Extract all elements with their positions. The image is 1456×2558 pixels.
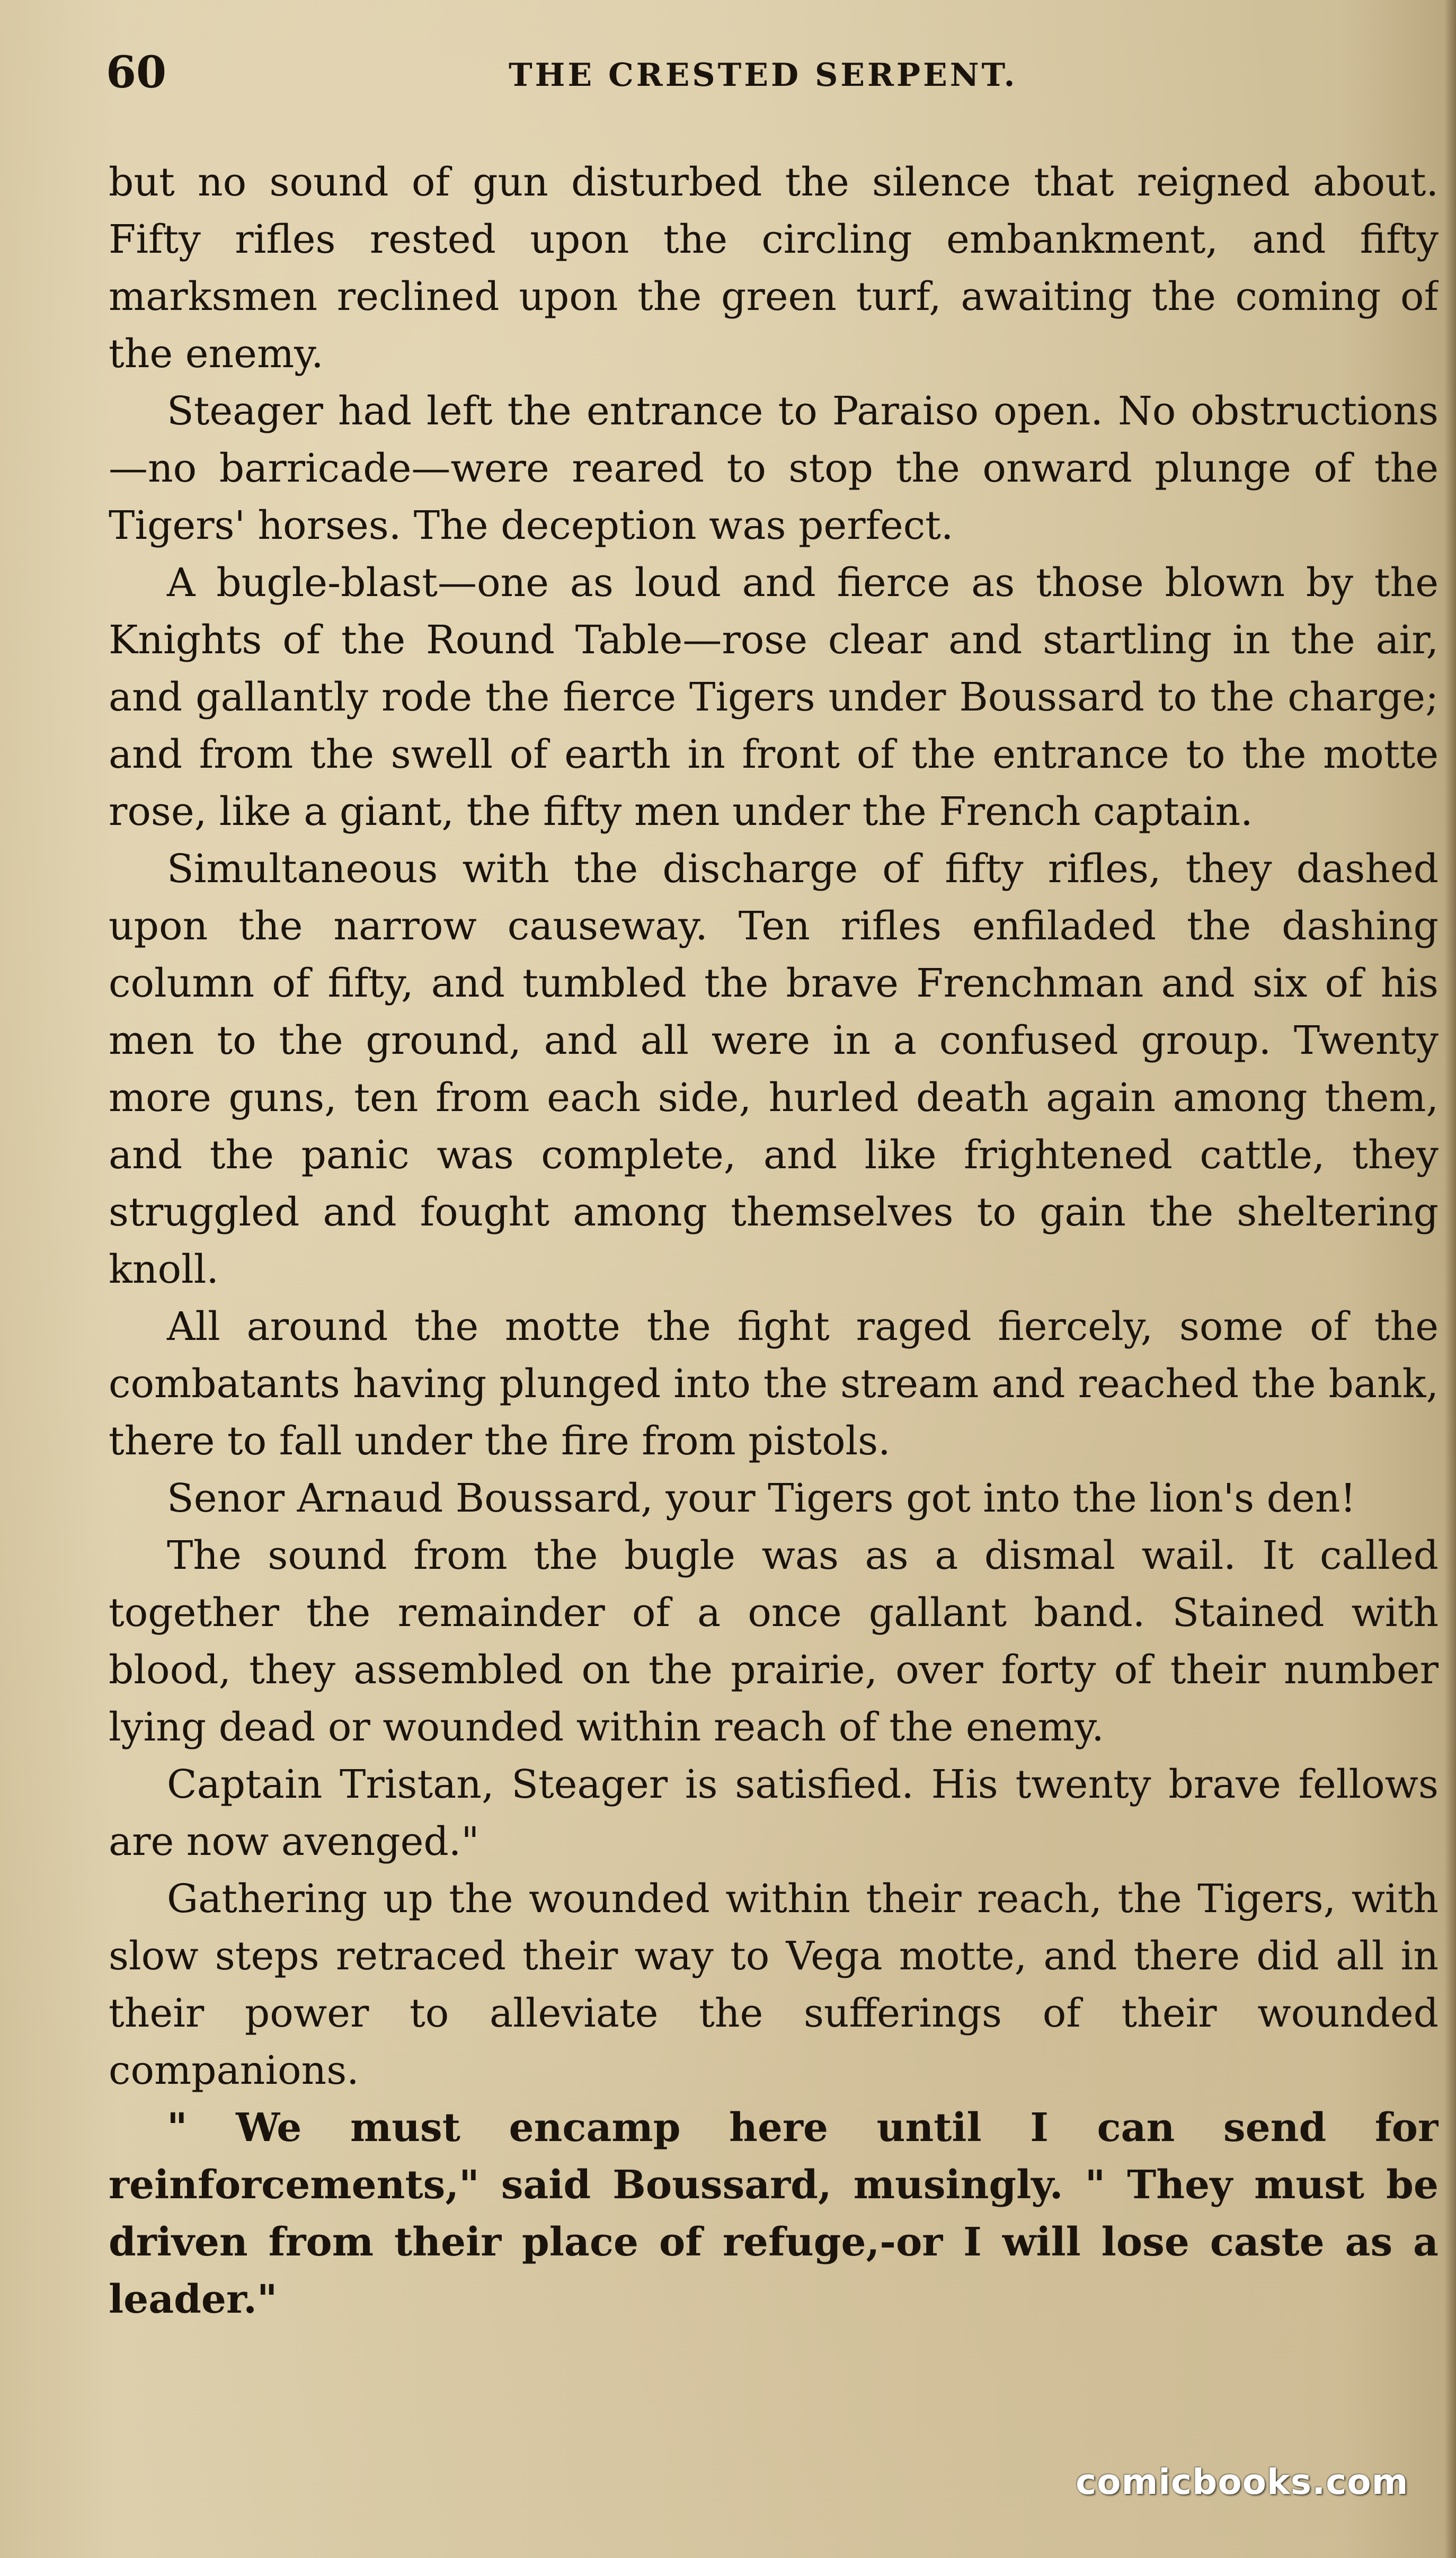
body-text <box>109 154 1439 2358</box>
paragraph: A bugle-blast—one as loud and fierce as those blown by the Knights of the Round Table—rose clear and startling in the air, and gallantly rode the fierce Tigers under Boussard to the charge; and from the swell of earth in front of the entrance to the motte rose, like a giant, the fifty men under the French captain. <box>109 560 1439 834</box>
paragraph: The sound from the bugle was as a dismal wail. It called together the remainder of a once gallant band. Stained with blood, they assembled on the prairie, over forty of their number lying dead or wounded within reach of the enemy. <box>109 1533 1439 1750</box>
page-spine-shadow <box>1444 0 1456 2558</box>
paragraph: All around the motte the fight raged fiercely, some of the combatants having plunged into the stream and reached the bank, there to fall under the fire from pistols. <box>109 1304 1439 1464</box>
page-header <box>106 49 1399 96</box>
paragraph: Gathering up the wounded within their reach, the Tigers, with slow steps retraced their way to Vega motte, and there did all in their power to alleviate the sufferings of their wounded companions. <box>109 1876 1439 2093</box>
running-title: THE CRESTED SERPENT. <box>509 57 1018 94</box>
paragraph: Senor Arnaud Boussard, your Tigers got into the lion's den! <box>167 1476 1356 1521</box>
paragraph: Simultaneous with the discharge of fifty rifles, they dashed upon the narrow causeway. Ten rifles enfiladed the dashing column of fifty, and tumbled the brave Frenchman and six of his men to the ground, and all were in a confused group. Twenty more guns, ten from each side, hurled death again among them, and the panic was complete, and like frightened cattle, they struggled and fought among themselves to gain the sheltering knoll. <box>109 846 1439 1292</box>
paragraph: Steager had left the entrance to Paraiso open. No obstructions—no barricade—were reared to stop the onward plunge of the Tigers' horses. The deception was perfect. <box>109 388 1439 548</box>
watermark: comicbooks.com <box>1076 2462 1409 2502</box>
paragraph: but no sound of gun disturbed the silence that reigned about. Fifty rifles rested upon the circling embankment, and fifty marksmen reclined upon the green turf, awaiting the coming of the enemy. <box>109 159 1439 377</box>
page-number: 60 <box>106 47 167 98</box>
paragraph: Captain Tristan, Steager is satisfied. His twenty brave fellows are now avenged." <box>109 1762 1439 1864</box>
paragraph: " We must encamp here until I can send for reinforcements," said Boussard, musingly. " They must be driven from their place of refuge,-or I will lose caste as a leader." <box>109 2105 1439 2322</box>
